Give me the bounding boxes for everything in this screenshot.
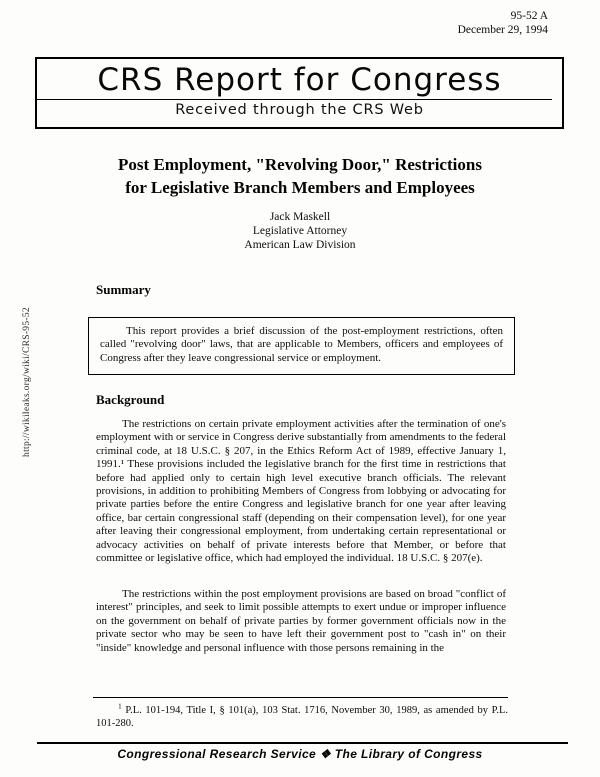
author-division: American Law Division (244, 239, 356, 251)
footer-divider (37, 742, 568, 744)
footnote (96, 701, 508, 730)
report-title-line1: Post Employment, "Revolving Door," Restrictions (118, 155, 482, 174)
document-ids (458, 9, 548, 37)
footnote-divider (93, 697, 508, 698)
background-paragraph-2: The restrictions within the post employment provisions are based on broad "conflict of interest" principles, and seek to limit possible attempts to exert undue or improper influence on the government on behalf of private parties by former government officials now in the private sector who may be seen to have left their government post to "cash in" on their "inside" knowledge and personal influence with those persons remaining in the (96, 588, 506, 654)
banner-subtitle: Received through the CRS Web (175, 102, 424, 118)
crs-banner (35, 57, 564, 129)
banner-title: CRS Report for Congress (97, 62, 502, 98)
summary-heading: Summary (96, 282, 151, 297)
doc-date: December 29, 1994 (457, 24, 548, 36)
author-block (0, 210, 600, 252)
author-name: Jack Maskell (269, 211, 331, 223)
footer-text: Congressional Research Service ❖ The Library of Congress (117, 747, 483, 761)
author-role: Legislative Attorney (252, 225, 348, 237)
doc-number: 95-52 A (510, 10, 548, 22)
footnote-marker: 1 (118, 701, 122, 711)
background-paragraph-1: The restrictions on certain private employment activities after the termination of one's employment with or service in Congress derive substantially from amendments to the federal criminal code, at 18 U.S.C. § 207, in the Ethics Reform Act of 1989, effective January 1, 1991.¹ These provisions included the legislative branch for the first time in restrictions that before had applied only to certain high level executive branch officials. The relevant provisions, in addition to prohibiting Members of Congress from lobbying or advocating for private parties before the entire Congress and legislative branch for one year after leaving office, bar certain congressional staff (depending on their compensation level), for one year after leaving their congressional employment, from undertaking certain representational or advocacy activities on behalf of private interests before that Member, or before that committee or legislative office, which had employed the individual. 18 U.S.C. § 207(e). (96, 418, 506, 565)
summary-text: This report provides a brief discussion of the post-employment restrictions, often called "revolving door" laws, that are applicable to Members, officers and employees of Congress after they leave congressional service or employment. (100, 325, 503, 364)
report-title (0, 153, 600, 199)
summary-box (88, 317, 515, 375)
banner-divider (37, 99, 552, 100)
background-heading: Background (96, 392, 165, 407)
report-title-line2: for Legislative Branch Members and Employees (125, 178, 475, 197)
footnote-text: P.L. 101-194, Title I, § 101(a), 103 Stat. 1716, November 30, 1989, as amended by P.L. 101-280. (96, 705, 508, 729)
wikileaks-watermark: http://wikileaks.org/wiki/CRS-95-52 (22, 307, 32, 457)
